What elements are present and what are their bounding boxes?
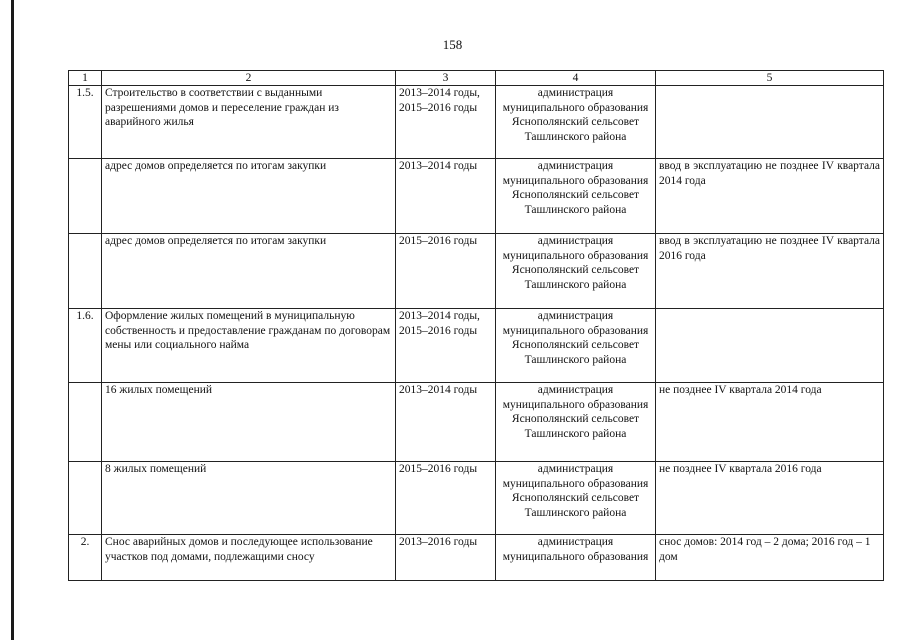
program-table [68,70,884,581]
item-description: 8 жилых помещений [102,462,396,535]
item-executor: администрация муниципального образования Яснополянский сельсовет Ташлинского района [496,159,656,234]
item-number: 1.6. [69,309,102,383]
item-period: 2013–2014 годы [396,383,496,462]
item-number: 2. [69,535,102,581]
item-number: 1.5. [69,86,102,159]
item-executor: администрация муниципального образования Яснополянский сельсовет Ташлинского района [496,234,656,309]
item-period: 2013–2016 годы [396,535,496,581]
item-period: 2015–2016 годы [396,462,496,535]
period-text: 2013–2014 годы, 2015–2016 годы [399,87,480,114]
table-row [69,462,884,535]
item-executor: администрация муниципального образования Яснополянский сельсовет Ташлинского района [496,462,656,535]
item-number [69,383,102,462]
item-description: 16 жилых помещений [102,383,396,462]
item-description: адрес домов определяется по итогам закупки [102,234,396,309]
item-executor: администрация муниципального образования Яснополянский сельсовет Ташлинского района [496,86,656,159]
table-row [69,309,884,383]
header-cell: 1 [69,71,102,86]
item-period: 2015–2016 годы [396,234,496,309]
header-cell: 4 [496,71,656,86]
item-result: снос домов: 2014 год – 2 дома; 2016 год – 1 дом [656,535,884,581]
page-number: 158 [442,37,463,52]
item-result [656,86,884,159]
item-number [69,234,102,309]
item-result: не позднее IV квартала 2014 года [656,383,884,462]
header-row [69,71,884,86]
item-result [656,309,884,383]
header-cell: 5 [656,71,884,86]
item-number [69,159,102,234]
table-row [69,86,884,159]
header-cell: 2 [102,71,396,86]
table-row [69,159,884,234]
table-row [69,234,884,309]
item-executor: администрация муниципального образования Яснополянский сельсовет Ташлинского района [496,383,656,462]
item-result: ввод в эксплуатацию не позднее IV квартала 2014 года [656,159,884,234]
item-description: Строительство в соответствии с выданными разрешениями домов и переселение граждан из аварийного жилья [102,86,396,159]
item-executor: администрация муниципального образования [496,535,656,581]
item-result: ввод в эксплуатацию не позднее IV квартала 2016 года [656,234,884,309]
item-description: Снос аварийных домов и последующее использование участков под домами, подлежащими сносу [102,535,396,581]
table-row [69,383,884,462]
item-result: не позднее IV квартала 2016 года [656,462,884,535]
item-period [396,309,496,383]
item-period [396,86,496,159]
item-number [69,462,102,535]
table-row [69,535,884,581]
header-cell: 3 [396,71,496,86]
item-description: адрес домов определяется по итогам закупки [102,159,396,234]
item-period: 2013–2014 годы [396,159,496,234]
scan-edge-line [11,0,14,640]
period-text: 2013–2014 годы, 2015–2016 годы [399,310,480,337]
item-description: Оформление жилых помещений в муниципальную собственность и предоставление гражданам по договорам мены или социального найма [102,309,396,383]
item-executor: администрация муниципального образования Яснополянский сельсовет Ташлинского района [496,309,656,383]
